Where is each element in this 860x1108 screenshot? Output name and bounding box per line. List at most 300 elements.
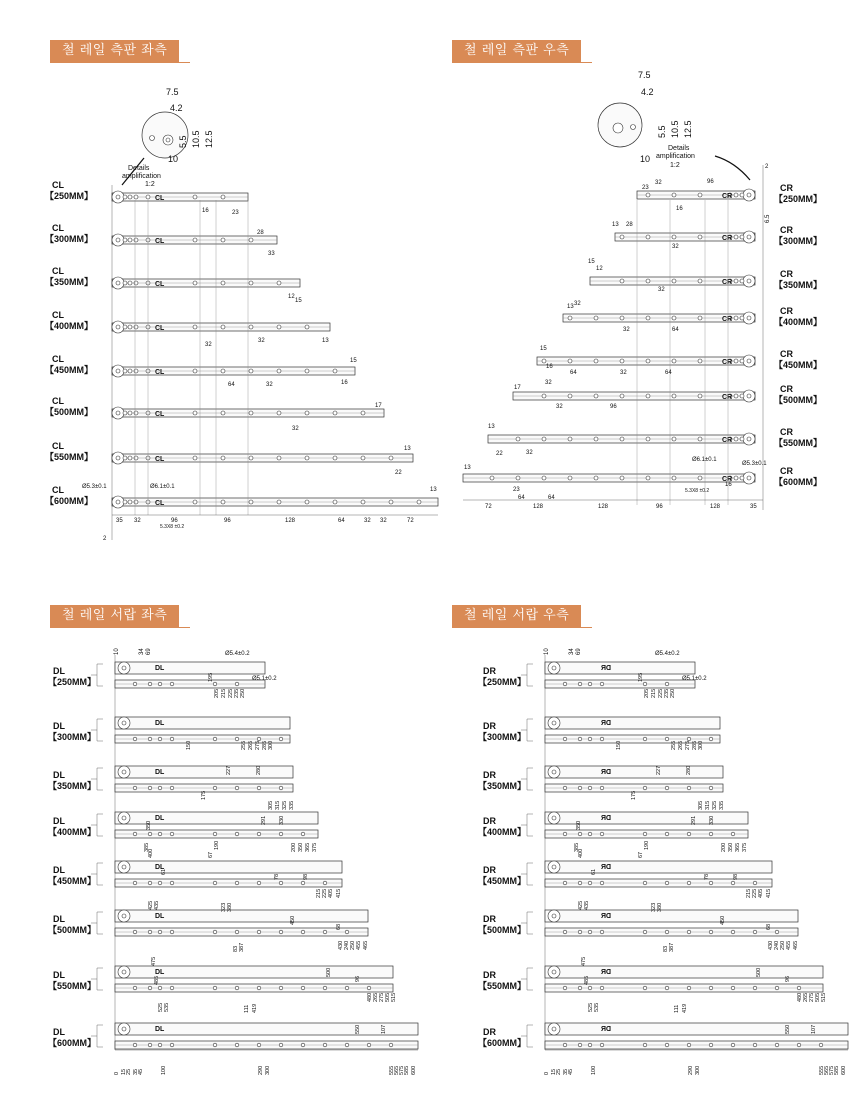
rail-code: DL — [155, 1026, 165, 1033]
small-dim-label: 64 — [548, 495, 555, 501]
rail-hole — [148, 1043, 152, 1047]
rail-hole — [563, 737, 567, 741]
rail-roller-hub — [552, 865, 556, 869]
rail-side-code: CR — [780, 427, 793, 437]
bottom-dim-label: 96 — [656, 504, 663, 510]
rail-hole — [709, 986, 713, 990]
rail-body-top — [115, 717, 290, 729]
top-dim-label: 34 — [569, 648, 575, 655]
rail-hole — [170, 986, 174, 990]
position-dim-label: 475 — [581, 956, 587, 966]
bottom-dim-label: 575 — [399, 1065, 405, 1075]
rail-hole — [672, 193, 676, 197]
bottom-dim-label: 0 — [544, 1071, 550, 1075]
rail-size-label: 【400MM】 — [774, 317, 823, 327]
rail-hole — [643, 832, 647, 836]
rail-hole — [193, 411, 197, 415]
rail-hole — [345, 930, 349, 934]
rail-hole — [588, 832, 592, 836]
rail-side-code: CL — [52, 396, 64, 406]
rail-side-code: CL — [52, 266, 64, 276]
rail-roller-hub — [552, 914, 556, 918]
rail-hole — [734, 394, 738, 398]
position-dim-label: 175 — [201, 790, 207, 800]
rail-hole — [323, 986, 327, 990]
rail-side-code: DL — [53, 970, 65, 980]
rail-hole — [128, 325, 132, 329]
position-dim-label: 419 — [682, 1003, 688, 1013]
rail-code: DL — [155, 769, 165, 776]
detail-label-scale: 1:2 — [145, 181, 155, 188]
rail-side-code: DR — [483, 666, 496, 676]
rail-roller-hub — [552, 816, 556, 820]
side-left-diagram — [0, 0, 437, 560]
rail-wheel-hub — [747, 394, 751, 398]
side-right-title: 철 레일 측판 우측 — [452, 40, 581, 62]
top-dim-label: 69 — [146, 648, 152, 655]
rail-hole — [709, 832, 713, 836]
rail-hole — [128, 369, 132, 373]
rail-hole — [740, 437, 744, 441]
rail-hole — [123, 238, 127, 242]
rail-hole — [643, 881, 647, 885]
bottom-dim-label: 25 — [126, 1068, 132, 1075]
drawer-left-diagram — [0, 600, 430, 1108]
rail-hole — [698, 193, 702, 197]
rail-hole — [646, 437, 650, 441]
rail-code: DL — [155, 969, 165, 976]
rail-hole — [170, 737, 174, 741]
rail-hole — [620, 279, 624, 283]
rail-hole — [221, 195, 225, 199]
spacing-dim-label: 32 — [658, 287, 665, 293]
rail-hole — [257, 1043, 261, 1047]
position-dim-label: 190 — [214, 840, 220, 850]
rail-wheel-hub — [116, 281, 120, 285]
rail-hole — [235, 832, 239, 836]
rail-hole — [221, 500, 225, 504]
position-dim-label: 215 — [221, 688, 227, 698]
small-dim-label: 32 — [655, 180, 662, 186]
position-dim-label: 515 — [821, 992, 827, 1002]
rail-hole — [257, 986, 261, 990]
rail-roller-hub — [122, 914, 126, 918]
bottom-dim-label: 128 — [598, 504, 609, 510]
spacing-dim-label: 32 — [258, 338, 265, 344]
detail-label-2: amplification — [122, 173, 161, 180]
rail-side-code: DL — [53, 1027, 65, 1037]
rail-size-label: 【600MM】 — [48, 1038, 97, 1048]
detail-pointer — [715, 156, 750, 180]
position-dim-label: 83 — [233, 945, 239, 952]
rail-roller-hub — [552, 1027, 556, 1031]
rail-hole — [170, 682, 174, 686]
rail-hole — [620, 437, 624, 441]
rail-body-top — [115, 861, 342, 873]
rail-hole — [594, 437, 598, 441]
position-dim-label: 305 — [698, 800, 704, 810]
rail-wheel-hub — [747, 279, 751, 283]
rail-size-label: 【450MM】 — [45, 365, 94, 375]
rail-hole — [301, 881, 305, 885]
spacing-dim-label: 32 — [556, 404, 563, 410]
position-dim-label: 535 — [164, 1002, 170, 1012]
rail-hole — [734, 279, 738, 283]
position-dim-label: 500 — [756, 967, 762, 977]
rail-hole — [305, 456, 309, 460]
rail-side-code: DL — [53, 865, 65, 875]
rail-hole — [133, 737, 137, 741]
rail-size-label: 【600MM】 — [774, 477, 823, 487]
position-dim-label: 67 — [638, 851, 644, 858]
rail-bracket — [97, 912, 103, 934]
side-left-title: 철 레일 측판 좌측 — [50, 40, 179, 62]
rail-code: DR — [600, 769, 611, 776]
rail-roller-hub — [552, 666, 556, 670]
position-dim-label: 485 — [584, 975, 590, 985]
rail-wheel-hub — [747, 316, 751, 320]
rail-hole — [578, 682, 582, 686]
rail-code: DR — [600, 969, 611, 976]
detail-label-1: Details — [668, 145, 690, 152]
position-dim-label: 435 — [154, 900, 160, 910]
rail-hole — [134, 238, 138, 242]
rail-code: DR — [600, 815, 611, 822]
rail-hole — [249, 369, 253, 373]
detail-hole — [613, 123, 623, 133]
position-dim-label: 485 — [154, 975, 160, 985]
small-dim-label: 22 — [496, 451, 503, 457]
position-dim-label: 235 — [234, 688, 240, 698]
small-dim-label: 13 — [464, 465, 471, 471]
bottom-dim-label: 72 — [407, 518, 414, 524]
rail-hole — [193, 369, 197, 373]
position-dim-label: 200 — [721, 842, 727, 852]
rail-hole — [563, 682, 567, 686]
rail-hole — [578, 930, 582, 934]
rail-code: CR — [722, 235, 733, 242]
rail-bracket — [527, 768, 533, 790]
position-dim-label: 385 — [574, 842, 580, 852]
rail-roller-hub — [552, 721, 556, 725]
rail-code: CL — [155, 195, 165, 202]
rail-hole — [753, 881, 757, 885]
rail-hole — [740, 235, 744, 239]
position-dim-label: 111 — [674, 1004, 680, 1013]
rail-size-label: 【250MM】 — [45, 191, 94, 201]
rail-hole — [249, 325, 253, 329]
position-dim-label: 500 — [326, 967, 332, 977]
rail-hole — [672, 235, 676, 239]
position-dim-label: 425 — [578, 900, 584, 910]
rail-size-label: 【450MM】 — [478, 876, 527, 886]
rail-hole — [134, 369, 138, 373]
position-dim-label: 387 — [239, 942, 245, 952]
position-dim-label: 200 — [291, 842, 297, 852]
position-dim-label: 67 — [208, 851, 214, 858]
rail-hole — [277, 456, 281, 460]
rail-size-label: 【550MM】 — [48, 981, 97, 991]
spacing-dim-label: 32 — [620, 370, 627, 376]
rail-hole — [257, 832, 261, 836]
rail-size-label: 【500MM】 — [45, 407, 94, 417]
rail-hole — [542, 359, 546, 363]
rail-hole — [568, 437, 572, 441]
position-dim-label: 275 — [809, 992, 815, 1002]
rail-side-code: DR — [483, 770, 496, 780]
rail-hole — [563, 930, 567, 934]
bottom-dim-label: 300 — [265, 1065, 271, 1075]
rail-hole — [578, 986, 582, 990]
position-dim-label: 365 — [735, 842, 741, 852]
small-dim-label: 17 — [514, 385, 521, 391]
rail-size-label: 【250MM】 — [478, 677, 527, 687]
position-dim-label: 330 — [279, 815, 285, 825]
rail-hole — [588, 986, 592, 990]
detail-label-1: Details — [128, 165, 150, 172]
rail-hole — [672, 394, 676, 398]
detail-dim-d: 10.5 — [191, 130, 201, 148]
rail-hole — [133, 832, 137, 836]
spacing-dim-label: 32 — [266, 382, 273, 388]
spacing-dim-label: 64 — [570, 370, 577, 376]
position-dim-label: 240 — [774, 940, 780, 950]
bottom-dim-label: 565 — [394, 1065, 400, 1075]
rail-hole — [734, 193, 738, 197]
rail-hole — [665, 737, 669, 741]
rail-wheel-hub — [116, 456, 120, 460]
rail-hole — [643, 1043, 647, 1047]
rail-side-code: CL — [52, 441, 64, 451]
rail-body-top — [115, 662, 265, 674]
rail-roller-hub — [122, 970, 126, 974]
rail-hole — [235, 1043, 239, 1047]
rail-hole — [361, 456, 365, 460]
bottom-dim-label: 555 — [819, 1065, 825, 1075]
spacing-dim-label: 32 — [205, 342, 212, 348]
rail-hole — [133, 786, 137, 790]
bottom-dim-label: 32 — [380, 518, 387, 524]
position-dim-label: 405 — [328, 888, 334, 898]
detail-label-2: amplification — [656, 153, 695, 160]
rail-hole — [257, 930, 261, 934]
rail-hole — [193, 325, 197, 329]
position-dim-label: 285 — [692, 740, 698, 750]
position-dim-label: 300 — [268, 740, 274, 750]
rail-hole — [687, 881, 691, 885]
side-right-diagram — [430, 0, 860, 560]
position-dim-label: 385 — [144, 842, 150, 852]
small-dim-label: 13 — [430, 487, 437, 493]
rail-wheel-hub — [747, 235, 751, 239]
rail-hole — [301, 986, 305, 990]
rail-hole — [249, 411, 253, 415]
position-dim-label: 315 — [705, 800, 711, 810]
rail-hole — [600, 737, 604, 741]
position-dim-label: 515 — [391, 992, 397, 1002]
position-dim-label: 505 — [815, 992, 821, 1002]
rail-hole — [133, 930, 137, 934]
rail-hole — [277, 411, 281, 415]
small-dim-label: 32 — [574, 301, 581, 307]
rail-size-label: 【450MM】 — [774, 360, 823, 370]
rail-hole — [213, 881, 217, 885]
small-dim-label: 13 — [322, 338, 329, 344]
rail-hole — [279, 786, 283, 790]
bottom-dim-label: 96 — [171, 518, 178, 524]
rail-hole — [588, 930, 592, 934]
rail-hole — [588, 737, 592, 741]
rail-hole — [797, 986, 801, 990]
rail-bracket — [97, 968, 103, 990]
position-dim-label: 480 — [797, 992, 803, 1002]
rail-bracket — [527, 664, 533, 686]
position-dim-label: 225 — [322, 888, 328, 898]
position-dim-label: 225 — [752, 888, 758, 898]
rail-side-code: DR — [483, 721, 496, 731]
rail-hole — [133, 986, 137, 990]
bottom-dim-label: 300 — [695, 1065, 701, 1075]
position-dim-label: 305 — [268, 800, 274, 810]
rail-hole — [740, 394, 744, 398]
position-dim-label: 175 — [631, 790, 637, 800]
rail-hole — [643, 786, 647, 790]
position-dim-label: 335 — [289, 800, 295, 810]
rail-side-code: CL — [52, 310, 64, 320]
rail-hole — [305, 500, 309, 504]
bottom-dim-label: 35 — [563, 1068, 569, 1075]
rail-hole — [734, 437, 738, 441]
small-dim-label: 23 — [513, 487, 520, 493]
position-dim-label: 550 — [785, 1024, 791, 1034]
rail-hole — [588, 682, 592, 686]
small-dim-label: 22 — [395, 470, 402, 476]
rail-hole — [734, 316, 738, 320]
position-dim-label: 505 — [385, 992, 391, 1002]
rail-hole — [588, 1043, 592, 1047]
drawer-left-section — [0, 600, 430, 1108]
position-dim-label: 330 — [709, 815, 715, 825]
bottom-dim-label: 15 — [121, 1068, 127, 1075]
small-dim-label: 33 — [268, 251, 275, 257]
rail-side-code: CR — [780, 183, 793, 193]
hole-note: Ø5.1±0.2 — [252, 676, 277, 682]
rail-hole — [213, 1043, 217, 1047]
position-dim-label: 400 — [148, 848, 154, 858]
rail-size-label: 【300MM】 — [45, 234, 94, 244]
bottom-dim-label: 128 — [533, 504, 544, 510]
rail-hole — [709, 737, 713, 741]
top-dim-label: 10 — [114, 648, 120, 655]
rail-code: CL — [155, 456, 165, 463]
rail-hole — [740, 476, 744, 480]
rail-code: CL — [155, 238, 165, 245]
rail-hole — [542, 437, 546, 441]
rail-wheel-hub — [116, 325, 120, 329]
rail-hole — [193, 238, 197, 242]
rail-hole — [734, 235, 738, 239]
position-dim-label: 265 — [373, 992, 379, 1002]
rail-hole — [620, 476, 624, 480]
bottom-dim-label: 128 — [285, 518, 296, 524]
position-dim-label: 525 — [588, 1002, 594, 1012]
rail-hole — [709, 930, 713, 934]
position-dim-label: 480 — [367, 992, 373, 1002]
rail-size-label: 【450MM】 — [48, 876, 97, 886]
rail-hole — [213, 832, 217, 836]
small-dim-label: 15 — [295, 298, 302, 304]
rail-hole — [148, 930, 152, 934]
rail-hole — [588, 881, 592, 885]
detail-dim-b: 4.2 — [641, 87, 654, 97]
rail-hole — [170, 832, 174, 836]
rail-body-top — [545, 766, 723, 778]
rail-hole — [389, 456, 393, 460]
rail-hole — [193, 456, 197, 460]
small-dim-label: 15 — [588, 259, 595, 265]
rail-code: DL — [155, 864, 165, 871]
rail-hole — [672, 316, 676, 320]
rail-hole — [123, 195, 127, 199]
top-dim-label: 10 — [544, 648, 550, 655]
rail-code: DR — [600, 720, 611, 727]
rail-hole — [134, 411, 138, 415]
rail-hole — [646, 193, 650, 197]
rail-hole — [600, 986, 604, 990]
position-dim-label: 205 — [644, 688, 650, 698]
position-dim-label: 535 — [594, 1002, 600, 1012]
rail-hole — [128, 411, 132, 415]
position-dim-label: 400 — [578, 848, 584, 858]
rail-wheel-hub — [116, 195, 120, 199]
detail-dim-c: 5.5 — [178, 135, 188, 148]
small-dim-label: 13 — [488, 424, 495, 430]
rail-code: CL — [155, 411, 165, 418]
rail-hole — [134, 500, 138, 504]
rail-hole — [123, 369, 127, 373]
side-right-section — [430, 0, 860, 560]
small-dim-label: 13 — [404, 446, 411, 452]
position-dim-label: 465 — [363, 940, 369, 950]
bottom-dim-label: 25 — [556, 1068, 562, 1075]
rail-code: CR — [722, 193, 733, 200]
small-dim-label: 16 — [546, 364, 553, 370]
rail-hole — [594, 476, 598, 480]
rail-wheel-hub — [116, 369, 120, 373]
position-dim-label: 227 — [226, 765, 232, 775]
position-dim-label: 350 — [576, 820, 582, 830]
bottom-dim-label: 585 — [834, 1065, 840, 1075]
rail-wheel-hub — [116, 500, 120, 504]
rail-hole — [128, 281, 132, 285]
rail-hole — [740, 279, 744, 283]
rail-side-code: DL — [53, 770, 65, 780]
position-dim-label: 325 — [712, 800, 718, 810]
hole-note: 5.3X8 ±0.2 — [160, 524, 185, 530]
rail-hole — [158, 1043, 162, 1047]
rail-size-label: 【500MM】 — [48, 925, 97, 935]
position-dim-label: 430 — [338, 940, 344, 950]
bottom-dim-label: 100 — [161, 1065, 167, 1075]
drawer-right-diagram — [430, 600, 860, 1108]
bottom-dim-label: 600 — [411, 1065, 417, 1075]
rail-hole — [235, 986, 239, 990]
rail-hole — [361, 411, 365, 415]
rail-hole — [578, 832, 582, 836]
rail-body-top — [545, 717, 720, 729]
bottom-dim-label: 600 — [841, 1065, 847, 1075]
rail-side-code: DR — [483, 865, 496, 875]
